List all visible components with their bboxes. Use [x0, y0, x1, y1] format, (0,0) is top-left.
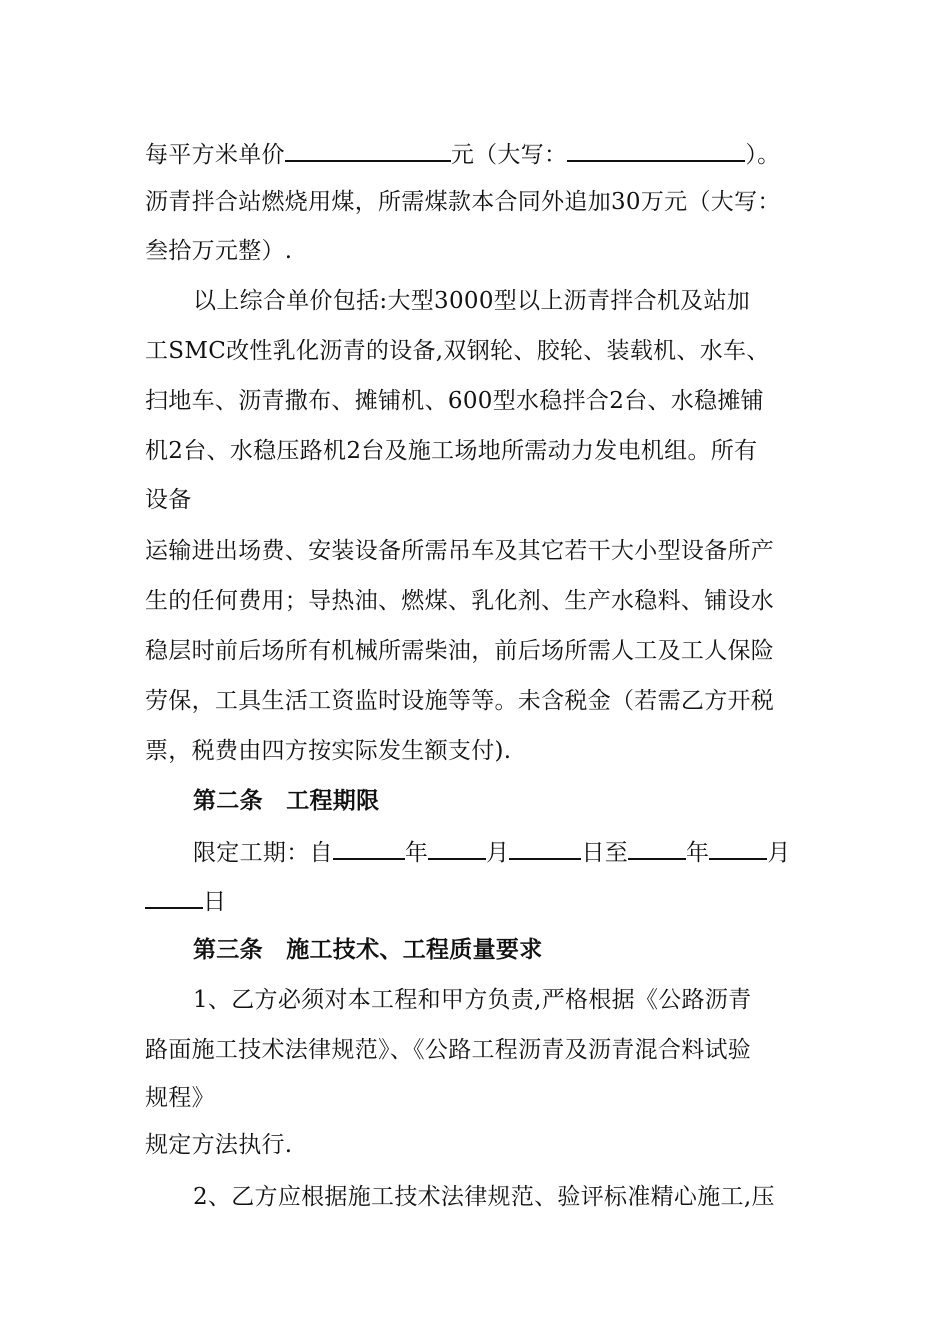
start-month-blank — [428, 836, 486, 860]
paragraph-line: 叁拾万元整）. — [145, 238, 293, 264]
paragraph-line: 2、乙方应根据施工技术法律规范、验评标准精心施工,压 — [193, 1184, 775, 1210]
end-day-blank — [145, 885, 203, 909]
month-label: 月 — [486, 840, 510, 866]
paragraph-line: 规程》 — [145, 1085, 215, 1111]
paragraph-line: 沥青拌合站燃烧用煤，所需煤款本合同外追加30万元（大写： — [145, 189, 781, 215]
period-label: 限定工期：自 — [193, 840, 333, 866]
unit-price-line — [145, 138, 805, 168]
section-heading-period: 第二条 工程期限 — [193, 787, 380, 814]
paragraph-line: 运输进出场费、安装设备所需吊车及其它若干大小型设备所产 — [145, 538, 775, 564]
day-label: 日 — [203, 889, 227, 915]
year-label: 年 — [686, 840, 710, 866]
end-year-blank — [628, 836, 686, 860]
uppercase-blank — [567, 138, 745, 162]
paragraph-line: 机2台、水稳压路机2台及施工场地所需动力发电机组。所有 — [145, 438, 758, 464]
start-year-blank — [333, 836, 405, 860]
unit-price-blank — [285, 138, 451, 162]
paragraph-line: 路面施工技术法律规范》、《公路工程沥青及沥青混合料试验 — [145, 1037, 752, 1063]
paragraph-line: 生的任何费用；导热油、燃煤、乳化剂、生产水稳料、铺设水 — [145, 588, 775, 614]
paragraph-line: 票，税费由四方按实际发生额支付). — [145, 738, 512, 764]
paragraph-line: 1、乙方必须对本工程和甲方负责,严格根据《公路沥青 — [193, 987, 752, 1013]
paragraph-line: 工SMC改性乳化沥青的设备,双钢轮、胶轮、装载机、水车、 — [145, 338, 770, 364]
paragraph-line: 以上综合单价包括:大型3000型以上沥青拌合机及站加 — [193, 288, 751, 314]
paragraph-line: 劳保，工具生活工资监时设施等等。未含税金（若需乙方开税 — [145, 688, 775, 714]
start-day-blank — [509, 836, 581, 860]
period-line — [193, 836, 853, 866]
paragraph-line: 设备 — [145, 487, 192, 513]
closing-paren: ）。 — [745, 142, 781, 168]
day-to-label: 日至 — [581, 840, 629, 866]
section-heading-quality: 第三条 施工技术、工程质量要求 — [193, 936, 543, 963]
uppercase-label: 元（大写： — [450, 142, 568, 168]
paragraph-line: 稳层时前后场所有机械所需柴油，前后场所需人工及工人保险 — [145, 638, 775, 664]
end-month-blank — [709, 836, 767, 860]
paragraph-line: 扫地车、沥青撒布、摊铺机、600型水稳拌合2台、水稳摊铺 — [145, 388, 764, 414]
month-label: 月 — [767, 840, 791, 866]
year-label: 年 — [404, 840, 429, 866]
paragraph-line: 规定方法执行. — [145, 1132, 293, 1158]
unit-price-label: 每平方米单价 — [145, 142, 285, 168]
period-day-line — [145, 885, 805, 915]
